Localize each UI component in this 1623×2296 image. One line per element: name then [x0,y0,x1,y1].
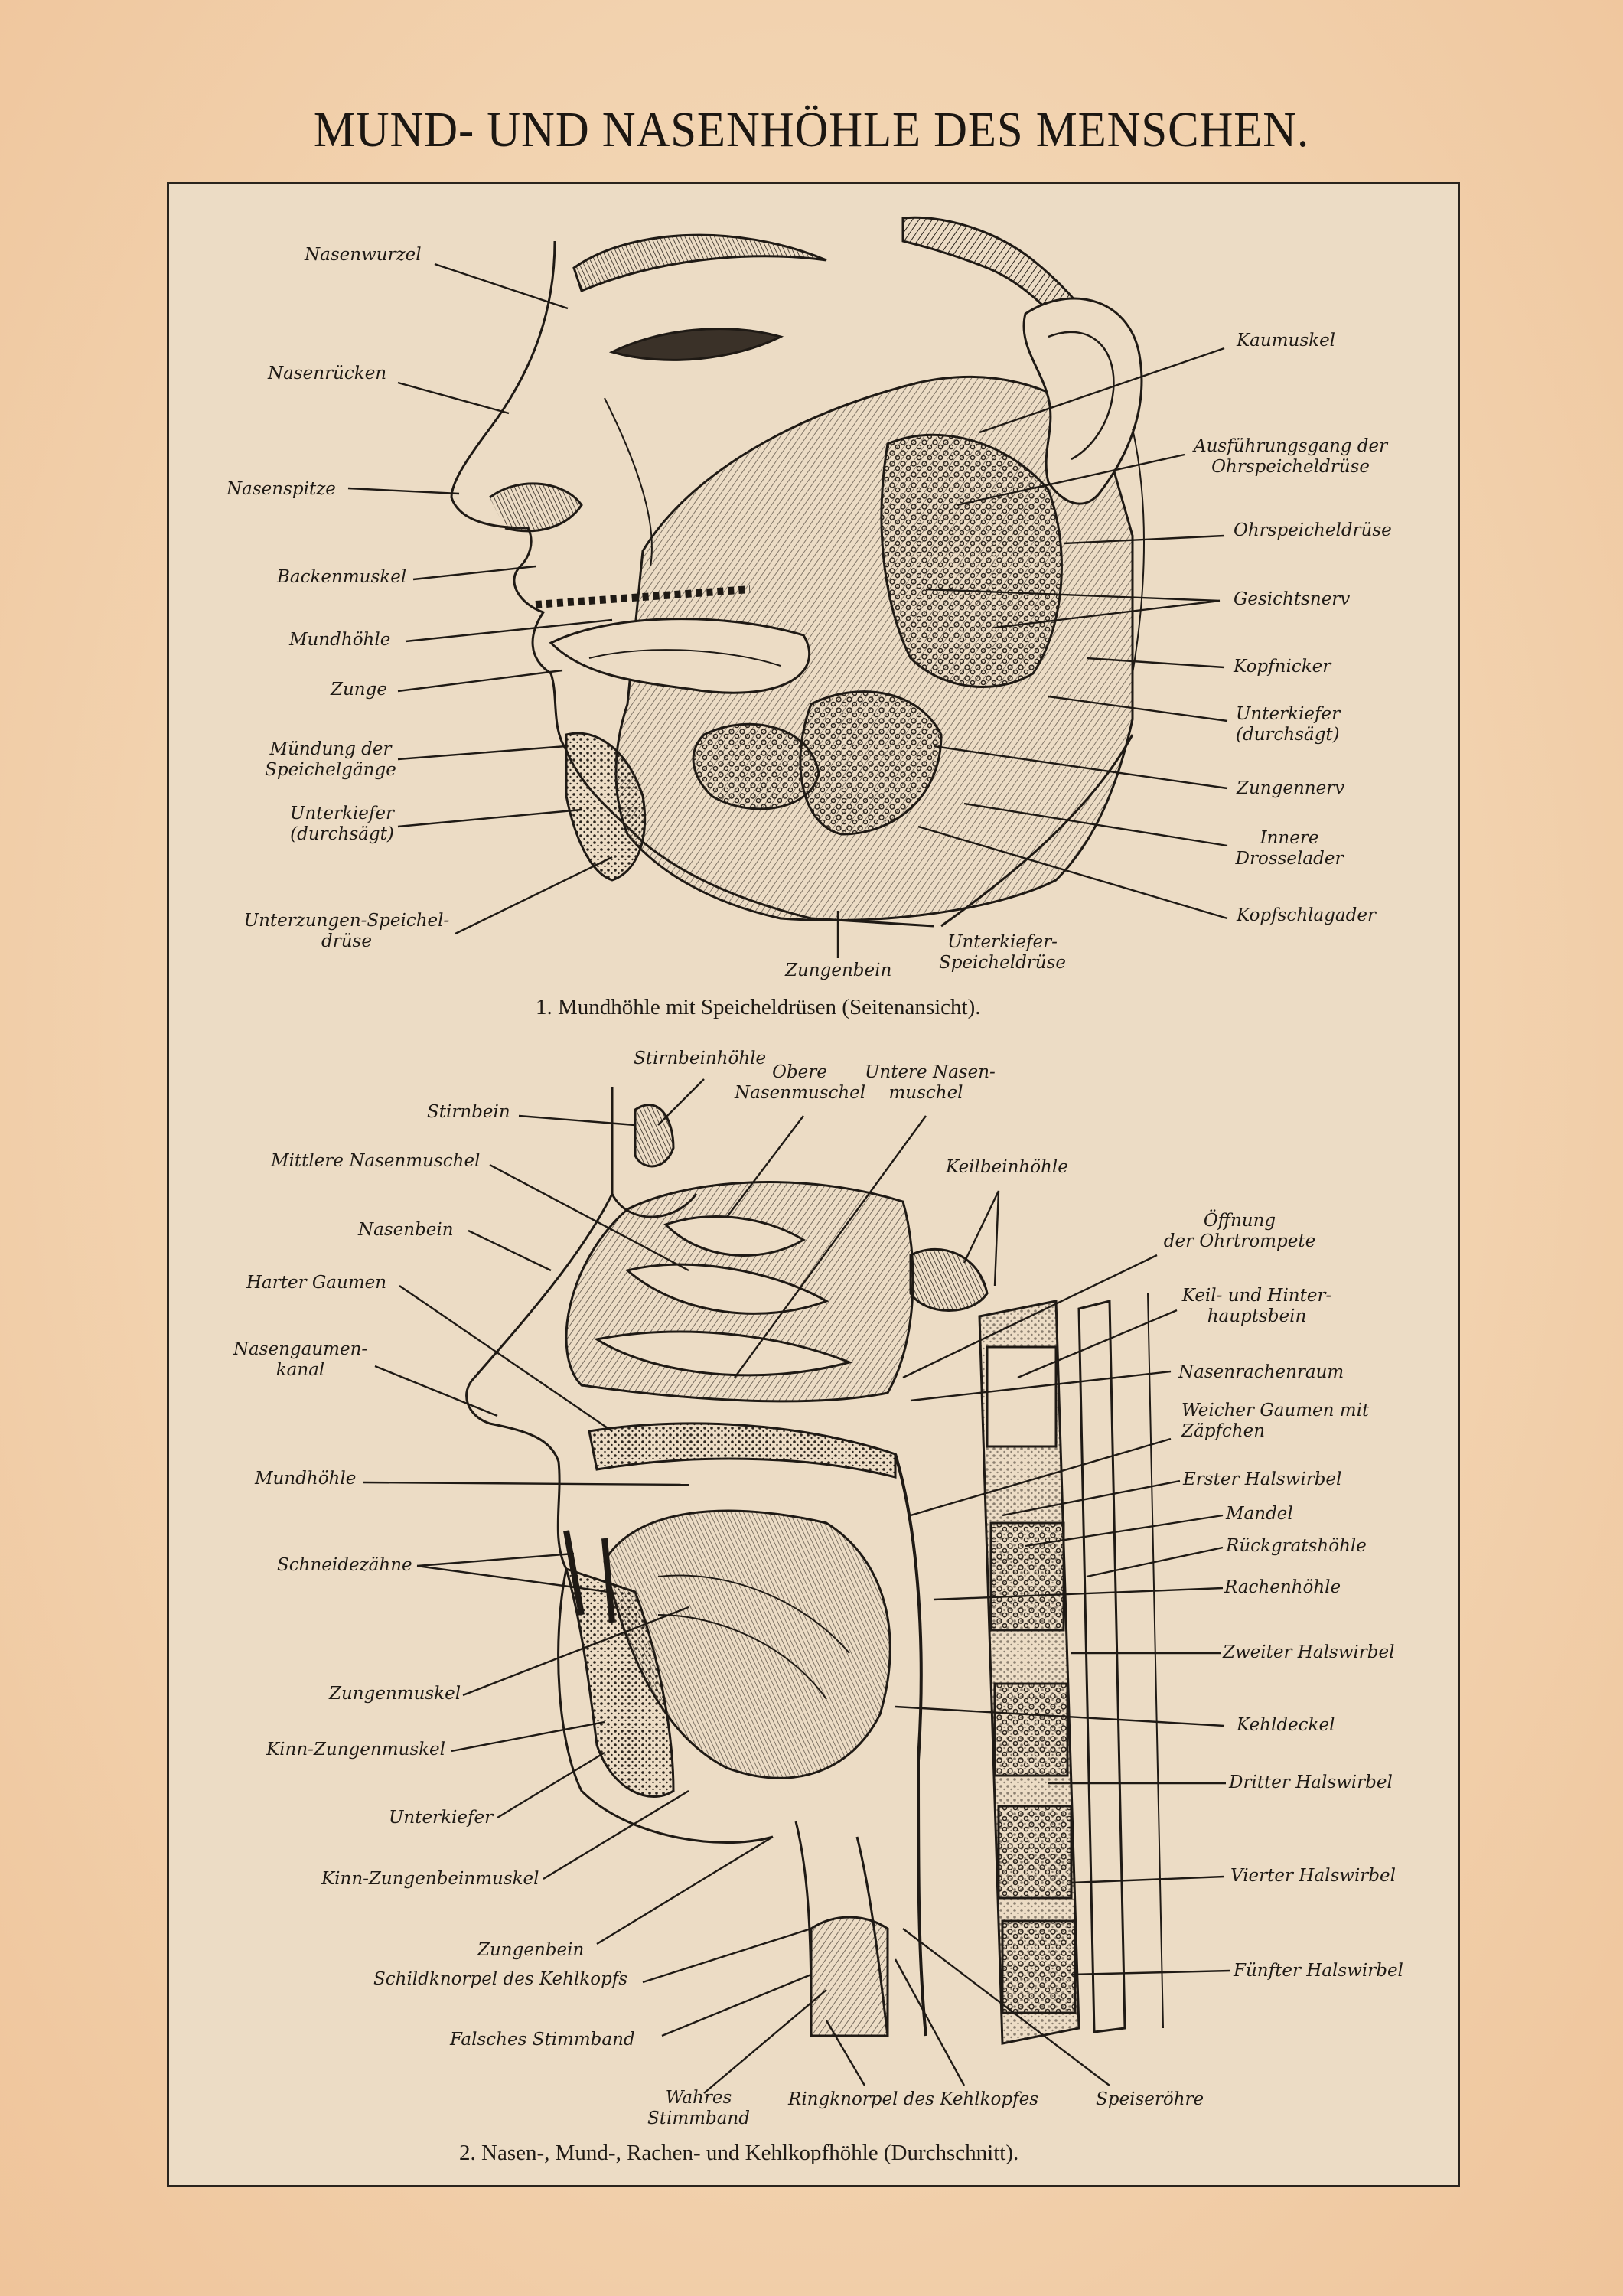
label-ohrspeicheldruese: Ohrspeicheldrüse [1234,520,1392,540]
label-mundhoehle-fig2: Mundhöhle [255,1469,357,1489]
closed-eye [612,329,781,360]
label-ausfuehrungsgang [1194,436,1387,478]
label-keilbeinhoehle: Keilbeinhöhle [946,1157,1068,1177]
label-mittlere-nasenmuschel: Mittlere Nasenmuschel [271,1151,481,1171]
label-falsches-stimmband: Falsches Stimmband [450,2030,635,2050]
label-kinn-zungenmuskel: Kinn-Zungenmuskel [266,1740,446,1760]
label-mundhoehle: Mundhöhle [289,630,391,650]
label-ausfuehrungsgang-line2: Ohrspeicheldrüse [1211,457,1370,477]
label-oeffnung-line2: der Ohrtrompete [1163,1231,1316,1251]
label-zweiter-halswirbel: Zweiter Halswirbel [1223,1642,1395,1662]
label-rachenhoehle: Rachenhöhle [1224,1577,1341,1597]
label-nasenruecken: Nasenrücken [268,364,387,383]
label-nasengaumenkanal [230,1339,371,1381]
label-ausfuehrungsgang-line1: Ausführungsgang der [1194,436,1388,456]
nostril [490,484,582,531]
label-fuenfter-halswirbel: Fünfter Halswirbel [1234,1961,1403,1981]
label-wahres-line2: Stimmband [647,2108,750,2128]
figure2-caption: 2. Nasen-, Mund-, Rachen- und Kehlkopfhöhle (Durchschnitt). [459,2141,1019,2165]
label-zungennerv: Zungennerv [1237,778,1345,798]
label-dritter-halswirbel: Dritter Halswirbel [1229,1773,1393,1792]
figure2-section-illustration [467,1087,1163,2043]
label-obere-line2: Nasenmuschel [735,1083,866,1103]
label-untere-line2: muschel [888,1083,963,1103]
label-nasenbein: Nasenbein [358,1220,454,1240]
label-kopfnicker: Kopfnicker [1234,657,1331,677]
label-unterkiefer-left [285,804,399,845]
label-nasenspitze: Nasenspitze [227,479,336,499]
label-kinn-zungenbeinmuskel: Kinn-Zungenbeinmuskel [321,1869,539,1889]
label-weicher-gaumen [1181,1401,1369,1442]
label-drosselader-line2: Drosselader [1235,849,1344,869]
label-drosselader-line1: Innere [1260,828,1319,848]
label-wahres-stimmband [641,2088,756,2129]
label-muendung [262,739,399,781]
sphenoid-sinus [911,1249,987,1310]
tongue [551,619,810,693]
label-stirnbein: Stirnbein [427,1102,510,1122]
label-muendung-line1: Mündung der [269,739,392,759]
label-oeffnung-line1: Öffnung [1203,1211,1276,1231]
label-drosselader [1224,828,1354,869]
label-unterkiefer-right [1236,704,1340,745]
label-ringknorpel: Ringknorpel des Kehlkopfes [788,2089,1039,2109]
label-zungenmuskel: Zungenmuskel [329,1684,461,1704]
label-nasenrachenraum: Nasenrachenraum [1178,1362,1344,1382]
label-oeffnung-ohrtrompete [1155,1211,1324,1252]
label-unterzungen-line1: Unterzungen-Speichel- [243,911,450,931]
label-nasengaumen-line1: Nasengaumen- [233,1339,368,1359]
hard-palate [589,1424,895,1477]
label-zunge: Zunge [331,680,387,700]
label-speiseroehre: Speiseröhre [1096,2089,1204,2109]
label-unterkieferdruese [937,932,1067,974]
page-title: MUND- UND NASENHÖHLE DES MENSCHEN. [313,102,1310,158]
label-zungenbein-fig2: Zungenbein [477,1940,585,1960]
label-nasengaumen-line2: kanal [275,1360,325,1380]
label-schildknorpel: Schildknorpel des Kehlkopfs [373,1969,628,1989]
label-unterzungen-line2: drüse [321,931,372,951]
label-keil-hinterhauptsbein [1178,1286,1335,1327]
label-unterkiefer-left-line1: Unterkiefer [289,804,395,823]
label-nasenwurzel: Nasenwurzel [305,245,422,265]
label-vierter-halswirbel: Vierter Halswirbel [1230,1866,1396,1886]
label-untere-nasenmuschel [865,1062,996,1104]
label-erster-halswirbel: Erster Halswirbel [1183,1469,1342,1489]
label-unterkieferdruese-line1: Unterkiefer- [947,932,1058,952]
spinal-canal [1079,1301,1125,2032]
pharynx [895,1454,926,2036]
label-unterkiefer-fig2: Unterkiefer [389,1808,494,1828]
label-weicher-line2: Zäpfchen [1181,1421,1266,1441]
label-mandel: Mandel [1226,1504,1293,1524]
label-kopfschlagader: Kopfschlagader [1237,905,1376,925]
label-weicher-line1: Weicher Gaumen mit [1181,1401,1370,1420]
label-keil-line1: Keil- und Hinter- [1181,1286,1332,1306]
label-schneidezaehne: Schneidezähne [277,1555,412,1575]
label-stirnbeinhoehle: Stirnbeinhöhle [634,1049,767,1068]
trachea [811,1917,888,2036]
label-rueckgratshoehle: Rückgratshöhle [1226,1536,1367,1556]
label-harter-gaumen: Harter Gaumen [246,1273,387,1293]
label-kehldeckel: Kehldeckel [1237,1715,1335,1735]
label-muendung-line2: Speichelgänge [265,760,396,780]
label-kaumuskel: Kaumuskel [1237,331,1336,351]
label-zungenbein-fig1: Zungenbein [785,960,892,980]
frontal-sinus [635,1105,673,1166]
label-obere-line1: Obere [772,1062,827,1082]
label-gesichtsnerv: Gesichtsnerv [1234,589,1351,609]
eyebrow [574,235,826,291]
label-wahres-line1: Wahres [665,2088,732,2108]
figure1-head-illustration [451,217,1144,926]
label-untere-line1: Untere Nasen- [865,1062,996,1082]
label-obere-nasenmuschel [735,1062,865,1104]
label-unterzungen [243,911,450,952]
label-unterkiefer-right-line1: Unterkiefer [1236,704,1341,724]
figure1-caption: 1. Mundhöhle mit Speicheldrüsen (Seitenansicht). [536,995,981,1019]
label-backenmuskel: Backenmuskel [277,567,407,587]
label-keil-line2: hauptsbein [1207,1306,1307,1326]
label-unterkiefer-right-line2: (durchsägt) [1236,725,1340,745]
label-unterkiefer-left-line2: (durchsägt) [290,824,394,844]
label-unterkieferdruese-line2: Speicheldrüse [938,953,1067,973]
